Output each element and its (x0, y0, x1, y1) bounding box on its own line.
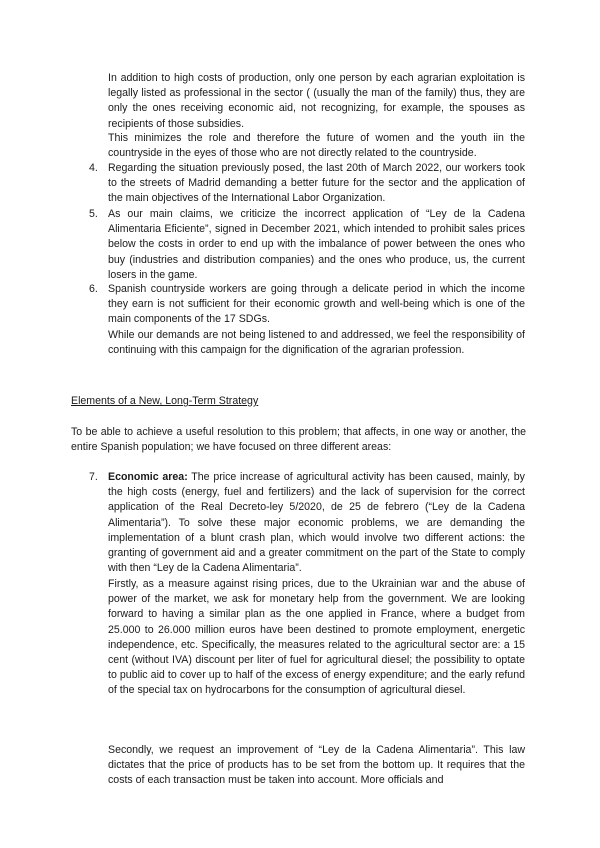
list-item-6: Spanish countryside workers are going through a delicate period in which the income they earn is not sufficient for their economic growth and well-being which is one of the main components of the 17 SDGs. (108, 283, 525, 326)
list-item-5: As our main claims, we criticize the incorrect application of “Ley de la Cadena Alimentaria Eficiente”, signed in December 2021, which intended to prohibit sales prices below the costs in order to end up with the imbalance of power between the ones who buy (industries and distribution companies) and the ones who produce, us, the current losers in the game. (108, 208, 525, 281)
list-number: 5. (89, 208, 98, 220)
list-item-7 (108, 470, 525, 576)
list-number: 4. (89, 162, 98, 174)
list-number: 6. (89, 283, 98, 295)
list-number: 7. (89, 471, 98, 483)
intro-paragraph: In addition to high costs of production, only one person by each agrarian exploitation is legally listed as professional in the sector ( (usually the man of the family) thus, they are only the ones receiving economic aid, not recognizing, for example, the spouses as recipients of those subsidies. (108, 72, 525, 130)
section-title: Elements of a New, Long-Term Strategy (71, 395, 259, 407)
economic-area-text: The price increase of agricultural activity has been caused, mainly, by the high costs (energy, fuel and fertilizers) and the lack of supervision for the correct application of the Real Decreto-ley 5/2020, de 25 de febrero (“Ley de la Cadena Alimentaria”). To solve these major economic problems, we are demanding the implementation of a blunt crash plan, which would involve two different actions: the granting of government aid and a greater commitment on the part of the State to comply with then “Ley de la Cadena Alimentaria”. (108, 471, 525, 575)
economic-area-label: Economic area: (108, 471, 188, 483)
list-item-6-continuation: While our demands are not being listened to and addressed, we feel the responsibility of continuing with this campaign for the dignification of the agrarian profession. (108, 329, 525, 357)
economic-paragraph-3: Secondly, we request an improvement of “Ley de la Cadena Alimentaria”. This law dictates that the price of products has to be set from the bottom up. It requires that the costs of each transaction must be taken into account. More officials and (108, 744, 525, 787)
section-intro: To be able to achieve a useful resolution to this problem; that affects, in one way or another, the entire Spanish population; we have focused on three different areas: (71, 426, 526, 454)
intro-paragraph-2: This minimizes the role and therefore the future of women and the youth iin the countryside in the eyes of those who are not directly related to the countryside. (108, 132, 525, 160)
list-item-4: Regarding the situation previously posed, the last 20th of March 2022, our workers took to the streets of Madrid demanding a better future for the sector and the application of the main objectives of the International Labor Organization. (108, 162, 525, 205)
economic-paragraph-2: Firstly, as a measure against rising prices, due to the Ukrainian war and the abuse of power of the market, we ask for monetary help from the government. We are looking forward to having a similar plan as the one applied in France, where a budget from 25.000 to 26.000 million euros have been destined to promote employment, energetic independence, etc. Specifically, the measures related to the agricultural sector are: a 15 cent (without IVA) discount per liter of fuel for agricultural diesel; the possibility to optate to public aid to cover up to half of the excess of energy expenditure; and the early refund of the special tax on hydrocarbons for the consumption of agricultural diesel. (108, 578, 525, 697)
